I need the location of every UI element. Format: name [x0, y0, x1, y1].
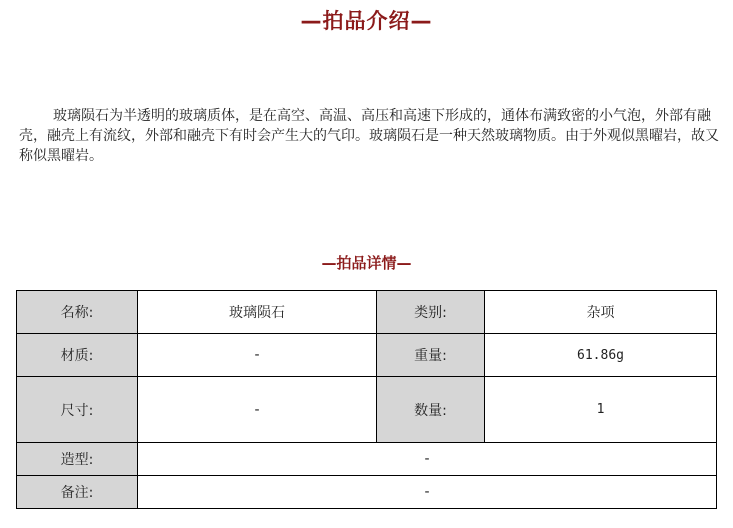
shape-label: 造型:: [17, 443, 138, 476]
material-value: -: [138, 334, 377, 377]
remark-value: -: [138, 476, 717, 509]
category-value: 杂项: [485, 291, 717, 334]
remark-label: 备注:: [17, 476, 138, 509]
intro-description: 玻璃陨石为半透明的玻璃质体，是在高空、高温、高压和高速下形成的，通体布满致密的小气泡，外部有融壳，融壳上有流纹，外部和融壳下有时会产生大的气印。玻璃陨石是一种天然玻璃物质。由于外观似黑曜岩，故又称似黑曜岩。: [19, 108, 719, 164]
shape-value: -: [138, 443, 717, 476]
weight-label: 重量:: [377, 334, 485, 377]
size-label: 尺寸:: [17, 377, 138, 443]
table-row: [17, 443, 717, 476]
table-row: [17, 377, 717, 443]
table-row: [17, 334, 717, 377]
size-value: -: [138, 377, 377, 443]
quantity-value: 1: [485, 377, 717, 443]
category-label: 类别:: [377, 291, 485, 334]
name-label: 名称:: [17, 291, 138, 334]
name-value: 玻璃陨石: [138, 291, 377, 334]
quantity-label: 数量:: [377, 377, 485, 443]
material-label: 材质:: [17, 334, 138, 377]
table-row: [17, 291, 717, 334]
details-section-title: —拍品详情—: [321, 254, 412, 272]
table-row: [17, 476, 717, 509]
details-table: [16, 290, 717, 509]
intro-section-title: —拍品介绍—: [300, 9, 433, 33]
weight-value: 61.86g: [485, 334, 717, 377]
